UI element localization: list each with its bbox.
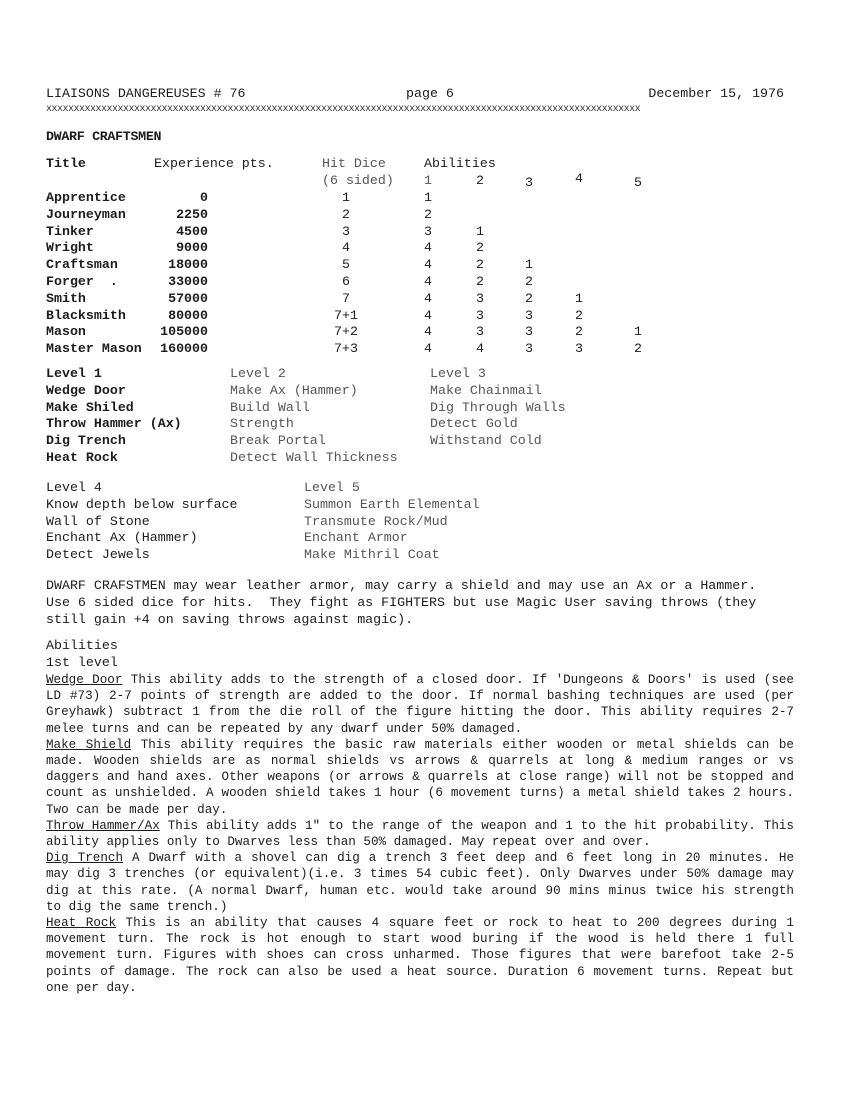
rank-ability-5: 1 [634,324,642,340]
ability-text: This ability adds 1" to the range of the weapon and 1 to the hit probability. This ability applies only to Dwarves less than 50% damaged. May repeat over and over. [46,818,794,850]
abilities-heading: Abilities [46,638,118,653]
rank-title: Craftsman [46,257,118,273]
rank-title: Wright [46,240,94,256]
list-item: Heat Rock [46,449,118,465]
intro-paragraph [46,578,794,628]
newsletter-title: LIAISONS DANGEREUSES # 76 [46,86,246,101]
table-row [46,224,806,241]
list-item: Withstand Cold [430,433,542,449]
rank-hitdice: 7+2 [334,324,358,340]
ability-name: Throw Hammer/Ax [46,818,160,833]
rank-ability-4: 2 [575,307,583,323]
rank-exp: 9000 [176,240,208,256]
level-heading: Level 4 [46,480,102,495]
rank-exp: 4500 [176,223,208,239]
ability-paragraph [46,850,794,915]
rank-exp: 80000 [168,307,208,323]
rank-exp: 33000 [168,273,208,289]
ability-paragraph [46,915,794,996]
ability-name: Dig Trench [46,851,124,866]
level-heading: Level 2 [230,366,286,381]
list-item: Detect Gold [430,416,518,432]
rank-ability-1: 4 [424,273,432,289]
rank-ability-3: 2 [525,273,533,289]
rank-ability-4: 2 [575,324,583,340]
table-row [46,341,806,358]
rank-exp: 18000 [168,257,208,273]
rank-ability-3: 1 [525,257,533,273]
rank-ability-1: 3 [424,223,432,239]
list-item: Enchant Armor [304,530,408,546]
list-item: Make Mithril Coat [304,547,440,563]
list-item: Summon Earth Elemental [304,496,480,512]
rank-hitdice: 1 [342,190,350,205]
rank-ability-1: 2 [424,206,432,222]
list-item: Throw Hammer (Ax) [46,416,182,432]
rank-title: Tinker [46,223,94,239]
table-row [46,207,806,224]
level-5-list [304,480,480,564]
ability-name: Make Shield [46,737,132,752]
rank-hitdice: 2 [342,206,350,222]
intro-line: still gain +4 on saving throws against magic). [46,611,414,627]
issue-date: December 15, 1976 [648,86,784,101]
rank-ability-3: 3 [525,307,533,323]
abil-num-2: 2 [476,173,484,188]
rank-ability-2: 1 [476,223,484,239]
rank-ability-1: 4 [424,341,432,357]
header-rule: xxxxxxxxxxxxxxxxxxxxxxxxxxxxxxxxxxxxxxxxxxxxxxxxxxxxxxxxxxxxxxxxxxxxxxxxxxxxxxxxxxxxxxxxxxxxxxxxxxxxxxxxxxxx [46,105,641,114]
rank-ability-1: 4 [424,307,432,323]
list-item: Know depth below surface [46,496,238,512]
rank-ability-1: 1 [424,190,432,205]
ability-text: This is an ability that causes 4 square feet or rock to heat to 200 degrees during 1 movement turn. The rock is hot enough to start wood buring if the wood is held there 1 full movement turn. Figures with shoes can cross unharmed. Those figures that were barefoot take 2-5 points of damage. The rock can also be used a heat source. Duration 6 movement turns. Repeat but one per day. [46,916,794,995]
rank-title: Smith [46,290,86,306]
level-heading: Level 1 [46,366,102,381]
rank-exp: 105000 [160,324,208,340]
ability-paragraph [46,672,794,737]
rank-hitdice: 3 [342,223,350,239]
rank-title: Master Mason [46,341,142,357]
list-item: Wedge Door [46,382,126,398]
list-item: Strength [230,416,294,432]
rank-ability-2: 3 [476,307,484,323]
rank-ability-3: 3 [525,324,533,340]
col-abilities-header: Abilities [424,156,496,171]
list-item: Make Chainmail [430,382,542,398]
rank-hitdice: 7+3 [334,341,358,357]
list-item: Detect Wall Thickness [230,449,398,465]
rank-title: Apprentice [46,190,126,205]
col-hitdice-header: Hit Dice [322,156,386,171]
rank-ability-1: 4 [424,257,432,273]
col-exp-header: Experience pts. [154,156,274,171]
rank-ability-1: 4 [424,240,432,256]
section-title: DWARF CRAFTSMEN [46,129,162,144]
list-item: Build Wall [230,399,310,415]
ability-name: Wedge Door [46,673,123,687]
rank-exp: 57000 [168,290,208,306]
rank-ability-1: 4 [424,324,432,340]
list-item: Break Portal [230,433,326,449]
rank-ability-2: 4 [476,341,484,357]
first-level-heading: 1st level [46,655,118,670]
rank-exp: 2250 [176,206,208,222]
rank-hitdice: 7+1 [334,307,358,323]
level-heading: Level 3 [430,366,486,381]
list-item: Dig Trench [46,433,126,449]
rank-ability-2: 3 [476,290,484,306]
list-item: Make Shiled [46,399,134,415]
col-hitdice-sub: (6 sided) [322,173,394,188]
table-row [46,324,806,341]
col-title-header: Title [46,156,86,171]
intro-line: DWARF CRAFSTMEN may wear leather armor, may carry a shield and may use an Ax or a Hammer. [46,578,757,593]
rank-title: Mason [46,324,86,340]
ability-text: This ability adds to the strength of a closed door. If 'Dungeons & Doors' is used (see LD #73) 2-7 points of strength are added to the door. If normal bashing techniques are used (per Greyhawk) subtract 1 from the die roll of the figure hitting the door. This ability requires 2-7 melee turns and can be repeated by any dwarf under 50% damaged. [46,673,794,736]
list-item: Dig Through Walls [430,399,566,415]
rank-hitdice: 4 [342,240,350,256]
rank-ability-2: 2 [476,273,484,289]
rank-ability-3: 2 [525,290,533,306]
level-3-list [430,366,566,450]
abil-num-4: 4 [575,171,583,186]
ability-text: A Dwarf with a shovel can dig a trench 3 feet deep and 6 feet long in 20 minutes. He may dig 3 trenches (or equivalent)(i.e. 3 times 54 cubic feet). Only Dwarves under 50% damage may dig at this rate. (A normal Dwarf, human etc. would take around 90 mins minus twice his strength to dig the same trench.) [46,851,795,914]
rank-hitdice: 6 [342,273,350,289]
rank-ability-3: 3 [525,341,533,357]
rank-table [46,190,806,358]
rank-ability-4: 3 [575,341,583,357]
abil-num-1: 1 [424,173,432,188]
rank-ability-2: 3 [476,324,484,340]
table-row [46,291,806,308]
page-number: page 6 [406,86,454,101]
table-row [46,240,806,257]
ability-paragraph [46,737,794,818]
level-1-list [46,366,182,467]
rank-title: Forger . [46,273,118,289]
level-2-list [230,366,398,467]
rank-ability-2: 2 [476,257,484,273]
rank-ability-4: 1 [575,290,583,306]
rank-title: Journeyman [46,206,126,222]
rank-hitdice: 5 [342,257,350,273]
rank-exp: 0 [200,190,208,205]
rank-hitdice: 7 [342,290,350,306]
table-row [46,308,806,325]
table-row [46,257,806,274]
rank-title: Blacksmith [46,307,126,323]
level-heading: Level 5 [304,480,360,495]
list-item: Wall of Stone [46,513,150,529]
abil-num-5: 5 [634,175,642,190]
ability-name: Heat Rock [46,916,116,931]
list-item: Enchant Ax (Hammer) [46,530,198,546]
ability-descriptions [46,672,794,996]
page-header [46,86,806,104]
rank-exp: 160000 [160,341,208,357]
abil-num-3: 3 [525,175,533,190]
rank-ability-5: 2 [634,341,642,357]
ability-paragraph [46,818,794,850]
rank-ability-2: 2 [476,240,484,256]
table-row [46,274,806,291]
list-item: Make Ax (Hammer) [230,382,358,398]
rank-ability-1: 4 [424,290,432,306]
intro-line: Use 6 sided dice for hits. They fight as FIGHTERS but use Magic User saving throws (they [46,594,757,610]
list-item: Detect Jewels [46,547,150,563]
table-row [46,190,806,207]
list-item: Transmute Rock/Mud [304,513,448,529]
level-4-list [46,480,238,564]
ability-text: This ability requires the basic raw materials either wooden or metal shields can be made. Wooden shields are as normal shields vs arrows & quarrels at long & medium ranges or vs daggers and hand axes. Other weapons (or arrows & quarrels at close range) will not be stopped and count as unshielded. A wooden shield takes 1 hour (6 movement turns) a metal shield takes 2 hours. Two can be made per day. [46,737,794,817]
